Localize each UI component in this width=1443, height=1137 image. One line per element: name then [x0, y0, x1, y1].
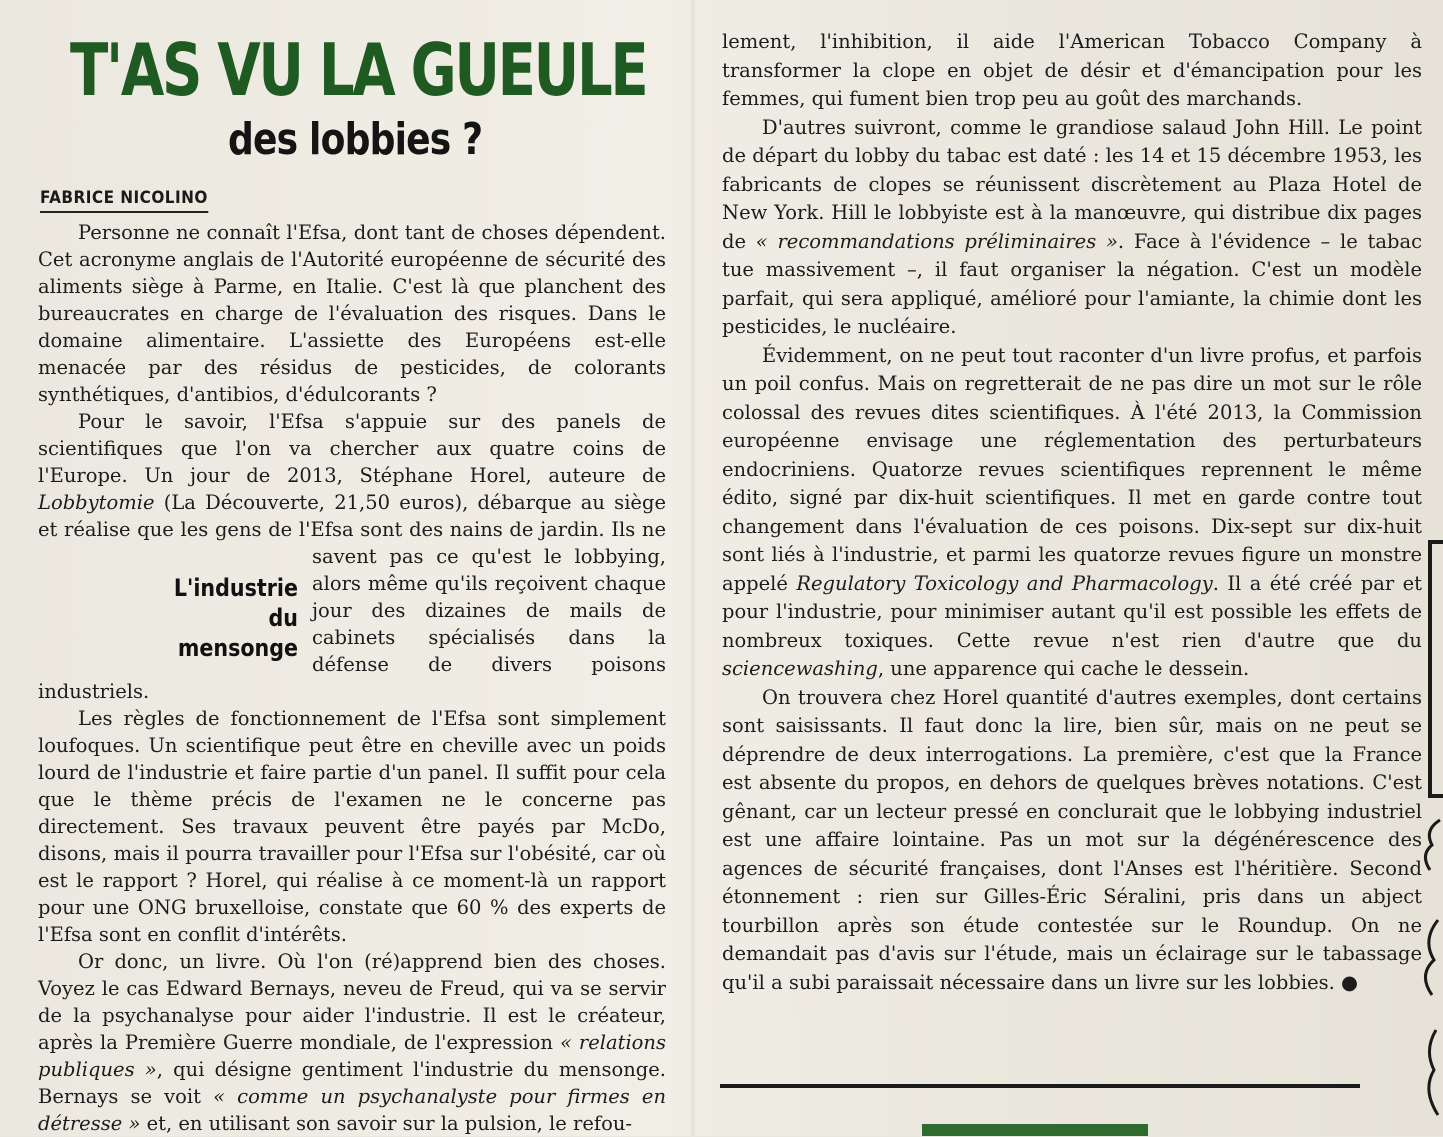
paragraph: D'autres suivront, comme le grandiose salaud John Hill. Le point de départ du lobby du tabac est daté : les 14 et 15 décembre 1953, les fabricants de clopes se réunissent discrètement au Plaza Hotel de New York. Hill le lobbyiste est à la manœuvre, qui distribue dix pages de « recommandations préliminaires ». Face à l'évidence – le tabac tue massivement –, il faut organiser la négation. C'est un modèle parfait, qui sera appliqué, amélioré pour l'amiante, la chimie dont les pesticides, le nucléaire. — [722, 115, 1423, 338]
paragraph: Or donc, un livre. Où l'on (ré)apprend bien des choses. Voyez le cas Edward Bernays, neveu de Freud, qui va se servir de la psychanalyse pour aider l'industrie. Il est le créateur, après la Première Guerre mondiale, de l'expression « relations publiques », qui désigne gentiment l'industrie du mensonge. Bernays se voit « comme un psychanalyste pour firmes en détresse » et, en utilisant son savoir sur la pulsion, le refou- — [38, 950, 666, 1135]
paragraph: Évidemment, on ne peut tout raconter d'un livre profus, et parfois un poil confus. Mais on regretterait de ne pas dire un mot sur le rôle colossal des revues dites scientifiques. À l'été 2013, la Commission européenne envisage une réglementation des perturbateurs endocriniens. Quatorze revues scientifiques reprennent le même édito, signé par dix-huit scientifiques. Il met en garde contre tout changement dans l'évaluation de ces poisons. Dix-sept sur dix-huit sont liés à l'industrie, et parmi les quatorze revues figure un monstre appelé Regulatory Toxicology and Pharmacology. Il a été créé par et pour l'industrie, pour minimiser autant qu'il est possible les effets de nombreux toxiques. Cette revue n'est rien d'autre que du sciencewashing, une apparence qui cache le dessein. — [722, 343, 1423, 680]
section-rule — [720, 1084, 1360, 1088]
paragraph: Personne ne connaît l'Efsa, dont tant de choses dépendent. Cet acronyme anglais de l'Autorité européenne de sécurité des aliments siège à Parme, en Italie. C'est là que planchent des bureaucrates en charge de l'évaluation des risques. Dans le domaine alimentaire. L'assiette des Européens est-elle menacée par des résidus de pesticides, de colorants synthétiques, d'antibios, d'édulcorants ? — [38, 221, 666, 406]
next-headline-fragment — [922, 1124, 1148, 1136]
byline: FABRICE NICOLINO — [40, 188, 208, 213]
paragraph: lement, l'inhibition, il aide l'American Tobacco Company à transformer la clope en objet de désir et d'émancipation pour les femmes, qui fument bien trop peu au goût des marchands. — [722, 30, 1422, 110]
pull-quote: L'industrie du mensonge — [173, 574, 298, 662]
article-headline: T'AS VU LA GUEULE — [70, 28, 647, 112]
left-body — [38, 219, 666, 1137]
article-subhead: des lobbies ? — [228, 114, 483, 165]
paragraph: Les règles de fonctionnement de l'Efsa sont simplement loufoques. Un scientifique peut être en cheville avec un poids lourd de l'industrie et faire partie d'un panel. Il suffit pour cela que le thème précis de l'examen ne le concerne pas directement. Ses travaux peuvent être payés par McDo, disons, mais il pourra travailler pour l'Efsa sur l'obésité, car où est le rapport ? Horel, qui réalise à ce moment-là un rapport pour une ONG bruxelloise, constate que 60 % des experts de l'Efsa sont en conflit d'intérêts. — [38, 707, 666, 946]
paragraph: Pour le savoir, l'Efsa s'appuie sur des panels de scientifiques que l'on va chercher aux quatre coins de l'Europe. Un jour de 2013, Stéphane Horel, auteure de Lobbytomie (La Découverte, 21,50 euros), débarque au siège et réalise que les gens de l'Efsa sont des nains de jardin. L'industrie du mensonge Ils ne savent pas ce qu'est le lobbying, alors même qu'ils reçoivent chaque jour des dizaines de mails de cabinets spécialisés dans la défense de divers poisons industriels. — [38, 410, 667, 703]
left-column — [38, 28, 666, 1137]
right-body — [722, 28, 1422, 997]
adjacent-box-edge — [1428, 540, 1443, 798]
right-column — [722, 28, 1422, 997]
paragraph: On trouvera chez Horel quantité d'autres exemples, dont certains sont saisissants. Il faut donc la lire, bien sûr, mais on ne peut se déprendre de deux interrogations. La première, c'est que la France est absente du propos, en dehors de quelques brèves notations. C'est gênant, car un lecteur pressé en conclurait que le lobbying industriel est une affaire lointaine. Pas un mot sur la dégénérescence des agences de sécurité françaises, dont l'Anses est l'héritière. Second étonnement : rien sur Gilles-Éric Séralini, pris dans un abject tourbillon après son étude contestée sur le Roundup. On ne demandait pas d'avis sur l'étude, mais un éclairage sur le tabassage qu'il a subi paraissait nécessaire dans un livre sur les lobbies. ● — [722, 685, 1422, 994]
drawing-fragment — [1412, 800, 1443, 1130]
page-fold — [690, 0, 696, 1136]
